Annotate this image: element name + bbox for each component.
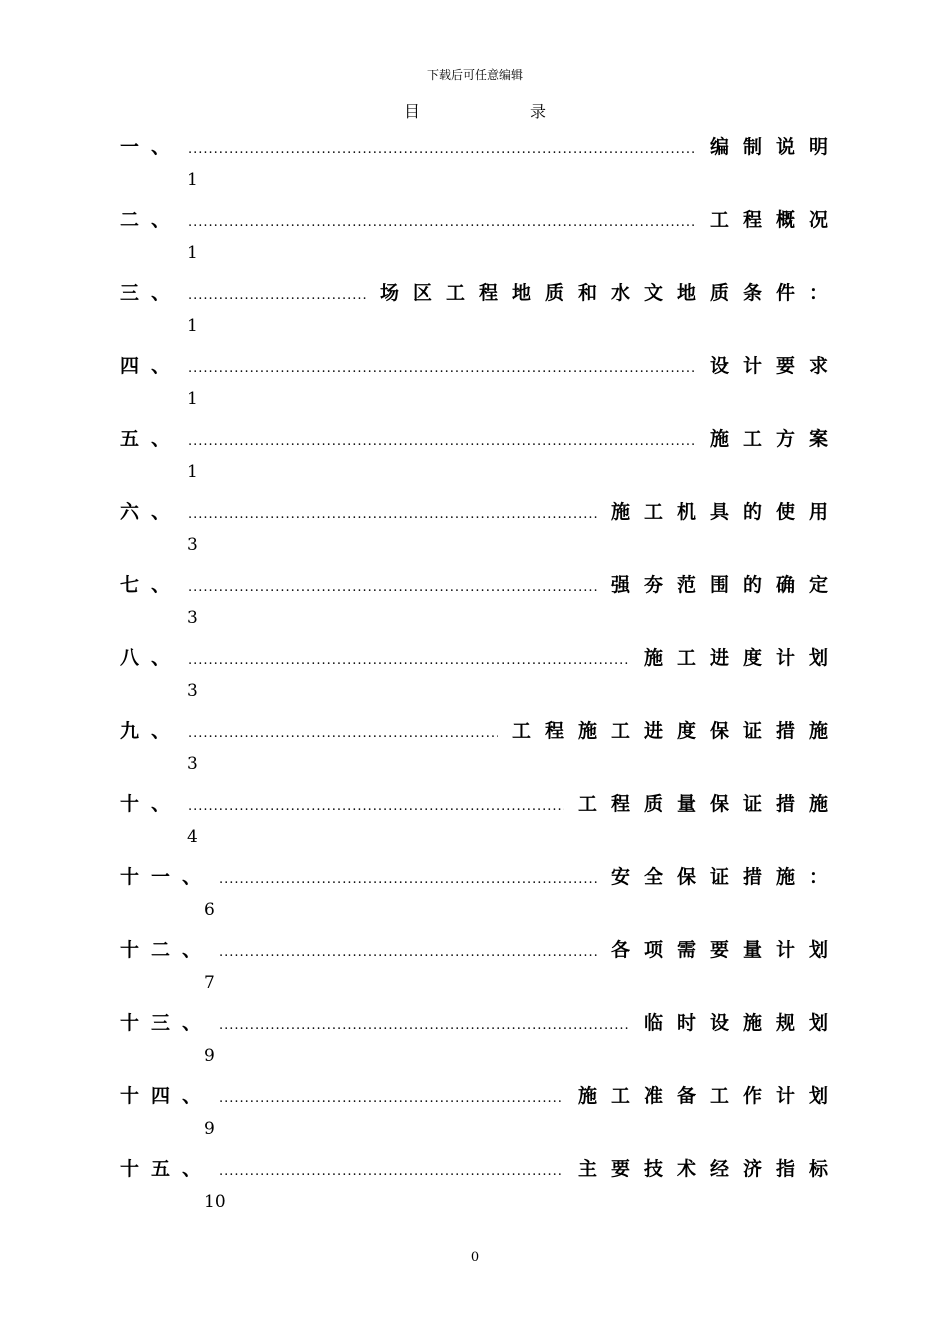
toc-entry-title: 临时设施规划 (643, 1012, 842, 1034)
toc-entry-page: 3 (187, 608, 198, 628)
toc-line (120, 643, 842, 669)
toc-leader-dots (188, 215, 696, 230)
toc-leader-dots (219, 1018, 630, 1033)
toc-entry-number: 七、 (120, 574, 183, 596)
toc-title-right: 录 (530, 102, 547, 121)
toc-title-left: 目 (403, 102, 420, 121)
toc-leader-dots (219, 1164, 564, 1179)
table-of-contents (120, 132, 842, 1227)
toc-line (120, 862, 842, 888)
toc-entry-title: 施工进度计划 (643, 647, 842, 669)
toc-entry-title: 各项需要量计划 (610, 939, 842, 961)
toc-entry-number: 十三、 (120, 1012, 214, 1034)
toc-entry-number: 二、 (120, 209, 183, 231)
toc-entry-number: 一、 (120, 136, 183, 158)
toc-leader-dots (188, 726, 498, 741)
toc-entry-page: 1 (187, 170, 198, 190)
toc-entry-page: 3 (187, 535, 198, 555)
toc-entry-page: 1 (187, 243, 198, 263)
toc-entry-number: 八、 (120, 647, 183, 669)
page-number: 0 (470, 1250, 480, 1265)
toc-entry[interactable] (120, 1008, 842, 1081)
toc-entry-title: 施工机具的使用 (610, 501, 842, 523)
toc-entry-page: 3 (187, 681, 198, 701)
toc-entry-page: 6 (204, 900, 215, 920)
toc-entry-number: 十四、 (120, 1085, 214, 1107)
toc-entry-title: 强夯范围的确定 (610, 574, 842, 596)
toc-line (120, 278, 842, 304)
toc-entry[interactable] (120, 862, 842, 935)
toc-leader-dots (188, 507, 597, 522)
toc-entry-title: 施工方案 (709, 428, 842, 450)
toc-entry-number: 九、 (120, 720, 183, 742)
toc-entry[interactable] (120, 1154, 842, 1227)
toc-leader-dots (219, 872, 597, 887)
toc-entry-number: 六、 (120, 501, 183, 523)
toc-entry[interactable] (120, 278, 842, 351)
toc-entry-title: 编制说明 (709, 136, 842, 158)
toc-entry-page: 3 (187, 754, 198, 774)
toc-line (120, 132, 842, 158)
toc-line (120, 205, 842, 231)
toc-leader-dots (219, 1091, 564, 1106)
toc-line (120, 424, 842, 450)
toc-entry[interactable] (120, 789, 842, 862)
toc-entry[interactable] (120, 205, 842, 278)
toc-entry-title: 施工准备工作计划 (577, 1085, 842, 1107)
toc-line (120, 497, 842, 523)
toc-leader-dots (188, 434, 696, 449)
toc-title (0, 99, 950, 122)
toc-entry[interactable] (120, 1081, 842, 1154)
toc-entry-page: 9 (204, 1046, 215, 1066)
toc-entry[interactable] (120, 570, 842, 643)
toc-entry-number: 十五、 (120, 1158, 214, 1180)
toc-entry-number: 十二、 (120, 939, 214, 961)
toc-entry-page: 1 (187, 462, 198, 482)
toc-line (120, 1081, 842, 1107)
toc-entry[interactable] (120, 132, 842, 205)
toc-entry-number: 五、 (120, 428, 183, 450)
toc-entry-title: 主要技术经济指标 (577, 1158, 842, 1180)
toc-leader-dots (188, 580, 597, 595)
toc-entry-page: 7 (204, 973, 215, 993)
toc-entry-number: 十一、 (120, 866, 214, 888)
toc-entry-title: 工程施工进度保证措施 (511, 720, 842, 742)
toc-line (120, 789, 842, 815)
toc-entry-title: 设计要求 (709, 355, 842, 377)
toc-entry[interactable] (120, 497, 842, 570)
toc-line (120, 935, 842, 961)
toc-entry-page: 4 (187, 827, 198, 847)
toc-entry-page: 1 (187, 389, 198, 409)
toc-leader-dots (188, 288, 366, 303)
toc-entry-page: 1 (187, 316, 198, 336)
toc-line (120, 716, 842, 742)
toc-leader-dots (188, 361, 696, 376)
toc-entry[interactable] (120, 935, 842, 1008)
toc-line (120, 570, 842, 596)
toc-leader-dots (188, 142, 696, 157)
toc-entry-number: 三、 (120, 282, 183, 304)
toc-entry[interactable] (120, 643, 842, 716)
toc-entry-number: 四、 (120, 355, 183, 377)
toc-line (120, 1154, 842, 1180)
toc-entry[interactable] (120, 424, 842, 497)
toc-entry-title: 场区工程地质和水文地质条件： (379, 282, 842, 304)
toc-entry-page: 10 (204, 1192, 226, 1212)
toc-line (120, 351, 842, 377)
toc-leader-dots (188, 653, 630, 668)
toc-line (120, 1008, 842, 1034)
page-header: 下载后可任意编辑 (426, 68, 523, 82)
toc-entry[interactable] (120, 716, 842, 789)
toc-entry-title: 安全保证措施： (610, 866, 842, 888)
toc-entry[interactable] (120, 351, 842, 424)
toc-entry-title: 工程概况 (709, 209, 842, 231)
toc-entry-title: 工程质量保证措施 (577, 793, 842, 815)
toc-leader-dots (219, 945, 597, 960)
toc-leader-dots (188, 799, 564, 814)
toc-entry-page: 9 (204, 1119, 215, 1139)
toc-entry-number: 十、 (120, 793, 183, 815)
